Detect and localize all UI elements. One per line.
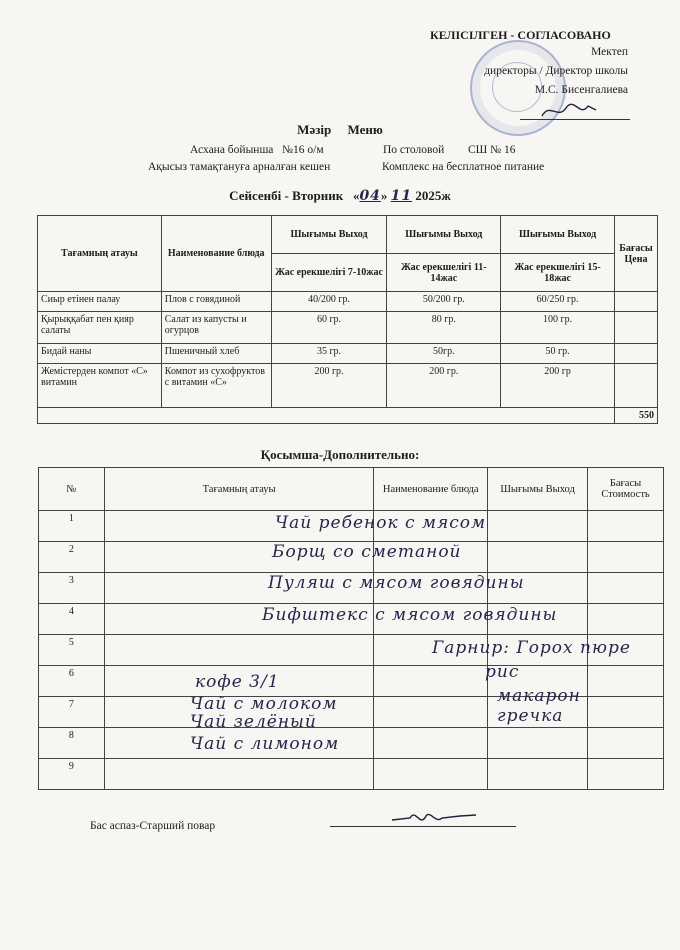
yield-cell: 35 гр. (271, 344, 387, 364)
chef-signature (390, 806, 480, 830)
canteen-kz: Асхана бойынша №16 о/м (190, 144, 324, 156)
col-yield-2: Шығымы Выход (387, 216, 501, 254)
price-cell (614, 292, 657, 312)
price-cell (614, 312, 657, 344)
approval-line-3: М.С. Бисенгалиева (534, 84, 628, 96)
menu-title: Мәзір Меню (297, 122, 383, 137)
handwritten-note: гречка (497, 706, 564, 726)
dish-ru: Салат из капусты и огурцов (161, 312, 271, 344)
handwritten-note: макарон (497, 686, 581, 706)
col-name-kz: Тағамның атауы (104, 468, 373, 511)
yield-cell: 40/200 гр. (271, 292, 387, 312)
col-number: № (39, 468, 105, 511)
row-number: 5 (39, 635, 105, 666)
col-yield-1: Шығымы Выход (271, 216, 387, 254)
table-row (39, 728, 664, 759)
dish-kz: Сиыр етінен палау (38, 292, 162, 312)
row-number: 6 (39, 666, 105, 697)
row-number: 2 (39, 542, 105, 573)
complex-kz: Ақысыз тамақтануға арналған кешен (148, 161, 331, 173)
col-cost: Бағасы Стоимость (588, 468, 664, 511)
row-number: 1 (39, 511, 105, 542)
col-price: Бағасы Цена (614, 216, 657, 292)
table-row (38, 344, 658, 364)
approval-title: КЕЛІСІЛГЕН - СОГЛАСОВАНО (430, 28, 611, 42)
dish-kz: Қырыққабат пен қияр салаты (38, 312, 162, 344)
row-number: 3 (39, 573, 105, 604)
yield-cell: 200 гр. (271, 364, 387, 408)
table-row (38, 364, 658, 408)
dish-ru: Пшеничный хлеб (161, 344, 271, 364)
handwritten-entry: Чай с лимоном (190, 734, 340, 754)
yield-cell: 50гр. (387, 344, 501, 364)
handwritten-entry: Гарнир: Горох пюре (432, 638, 631, 658)
col-name-ru: Наименование блюда (161, 216, 271, 292)
dish-ru: Плов с говядиной (161, 292, 271, 312)
canteen-ru: По столовой (383, 144, 445, 156)
handwritten-entry: Чай зелёный (190, 712, 317, 732)
col-yield-3: Шығымы Выход (501, 216, 615, 254)
handwritten-entry: Бифштекс с мясом говядины (262, 605, 558, 625)
dish-ru: Компот из сухофруктов с витамин «С» (161, 364, 271, 408)
school-number: СШ № 16 (468, 144, 516, 156)
complex-ru: Комплекс на бесплатное питание (382, 161, 545, 173)
yield-cell: 200 гр (501, 364, 615, 408)
additional-title: Қосымша-Дополнительно: (260, 447, 420, 462)
main-menu-table (37, 215, 658, 424)
age-group-2: Жас ерекшелігі 11-14жас (387, 254, 501, 292)
table-row (38, 292, 658, 312)
yield-cell: 50 гр. (501, 344, 615, 364)
yield-cell: 100 гр. (501, 312, 615, 344)
col-yield: Шығымы Выход (488, 468, 588, 511)
yield-cell: 80 гр. (387, 312, 501, 344)
age-group-1: Жас ерекшелігі 7-10жас (271, 254, 387, 292)
col-name-ru: Наименование блюда (374, 468, 488, 511)
handwritten-entry: Пуляш с мясом говядины (268, 573, 525, 593)
col-name-kz: Тағамның атауы (38, 216, 162, 292)
yield-cell: 60 гр. (271, 312, 387, 344)
dish-kz: Жемістерден компот «С» витамин (38, 364, 162, 408)
age-group-3: Жас ерекшелігі 15-18жас (501, 254, 615, 292)
approval-line-2: директоры / Директор школы (484, 65, 628, 77)
dish-kz: Бидай наны (38, 344, 162, 364)
handwritten-entry: Чай с молоком (190, 694, 338, 714)
table-row (38, 312, 658, 344)
price-cell (614, 364, 657, 408)
row-number: 9 (39, 759, 105, 790)
handwritten-entry: Борщ со сметаной (272, 542, 462, 562)
day-date-heading: Сейсенбі - Вторник «04» 11 2025ж (229, 188, 451, 204)
price-cell (614, 344, 657, 364)
row-number: 7 (39, 697, 105, 728)
total-price: 550 (614, 408, 657, 424)
yield-cell: 50/200 гр. (387, 292, 501, 312)
handwritten-note: рис (485, 662, 520, 682)
table-row (39, 759, 664, 790)
approval-line-1: Мектеп (591, 46, 628, 58)
yield-cell: 60/250 гр. (501, 292, 615, 312)
total-row (38, 408, 658, 424)
handwritten-entry: Чай ребенок с мясом (275, 513, 487, 533)
signature-line (520, 119, 630, 120)
chef-label: Бас аспаз-Старший повар (90, 820, 216, 832)
row-number: 4 (39, 604, 105, 635)
handwritten-entry: кофе 3/1 (195, 672, 280, 692)
row-number: 8 (39, 728, 105, 759)
yield-cell: 200 гр. (387, 364, 501, 408)
